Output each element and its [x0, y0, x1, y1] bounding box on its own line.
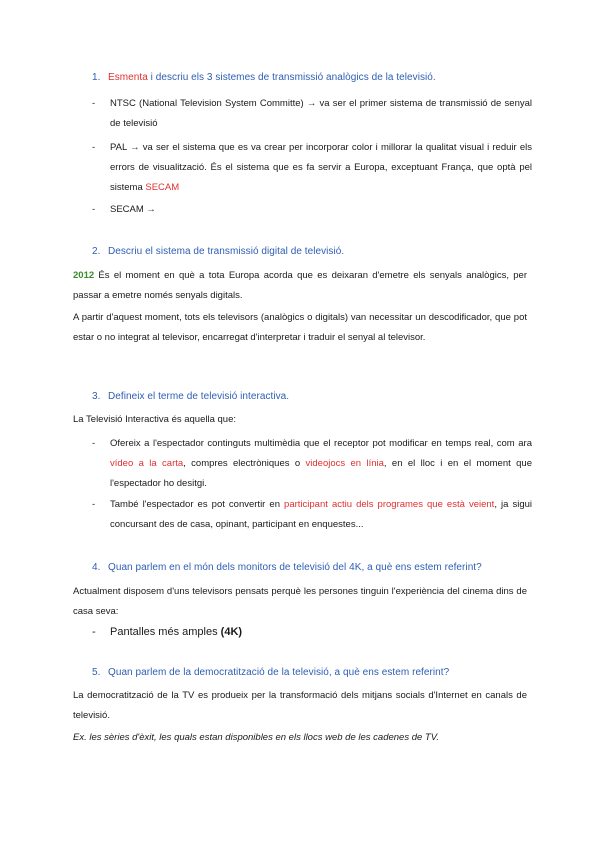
highlight-text: SECAM: [145, 182, 180, 193]
bold-text: (4K): [220, 626, 243, 638]
question-3: [92, 391, 289, 402]
question-5: [92, 667, 449, 678]
question-number: 3.: [92, 391, 101, 402]
bullet-dash: -: [92, 204, 96, 215]
bullet-dash: -: [92, 142, 96, 153]
question-1: [92, 72, 436, 83]
question-text: Descriu el sistema de transmissió digital de televisió.: [108, 246, 345, 257]
question-text: i descriu els 3 sistemes de transmissió analògics de la televisió.: [147, 72, 436, 83]
text-run: , en el lloc i en el moment que l'espectador ho desitgi.: [110, 458, 532, 489]
question-text: Quan parlem en el món dels monitors de televisió del 4K, a què ens estem referint?: [108, 562, 482, 573]
highlight-text: videojocs en línia: [305, 458, 384, 469]
bullet-text: [110, 138, 532, 198]
question-text: Quan parlem de la democratització de la televisió, a què ens estem referint?: [108, 667, 450, 678]
year-highlight: 2012: [73, 270, 95, 281]
bullet-multimedia: [92, 434, 532, 494]
bullet-text: NTSC (National Television System Committe) → va ser el primer sistema de transmissió de senyal de televisió: [110, 98, 532, 129]
text-run: , ja sigui concursant des de casa, opinant, participant en enquestes...: [110, 499, 533, 530]
bullet-participant: [92, 495, 532, 535]
bullet-dash: -: [92, 438, 96, 449]
bullet-text: SECAM →: [110, 204, 156, 215]
text-run: Pantalles més amples: [110, 626, 221, 638]
bullet-text: [110, 622, 532, 642]
bullet-dash: -: [92, 499, 96, 510]
bullet-dash: -: [92, 626, 96, 638]
bullet-text: [110, 434, 532, 494]
question-2: [92, 246, 344, 257]
paragraph-example: Ex. les sèries d'èxit, les quals estan disponibles en els llocs web de les cadenes de TV.: [73, 732, 440, 743]
question-4: [92, 562, 482, 573]
paragraph-interactive-intro: La Televisió Interactiva és aquella que:: [73, 414, 237, 425]
text-run: , compres electròniques o: [183, 458, 306, 469]
text-run: També l'espectador es pot convertir en: [110, 499, 285, 510]
question-number: 4.: [92, 562, 101, 573]
bullet-secam: [92, 200, 532, 220]
paragraph-4k: Actualment disposem d'uns televisors pensats perquè les persones tinguin l'experiència del cinema dins de casa seva:: [73, 586, 527, 617]
bullet-text: [110, 495, 532, 535]
question-number: 1.: [92, 72, 101, 83]
question-number: 2.: [92, 246, 101, 257]
bullet-4k: [92, 622, 532, 642]
paragraph-decoder: A partir d'aquest moment, tots els televisors (analògics o digitals) van necessitar un descodificador, que pot estar o no integrat al televisor, encarregat d'interpretar i traduir el senyal al televisor.: [73, 312, 527, 343]
highlight-text: vídeo a la carta: [110, 458, 184, 469]
highlight-text: participant actiu dels programes que està veient: [284, 499, 495, 510]
bullet-dash: -: [92, 98, 96, 109]
bullet-ntsc: [92, 94, 532, 134]
paragraph-2012: [73, 266, 527, 306]
highlight-text: Esmenta: [108, 72, 148, 83]
paragraph-democratization: La democratització de la TV es produeix per la transformació dels mitjans socials d'Internet en canals de televisió.: [73, 690, 527, 721]
text-run: És el moment en què a tota Europa acorda que es deixaran d'emetre els senyals analògics, per passar a emetre només senyals digitals.: [73, 270, 527, 301]
question-number: 5.: [92, 667, 101, 678]
question-text: Defineix el terme de televisió interactiva.: [108, 391, 290, 402]
text-run: PAL → va ser el sistema que es va crear per incorporar color i millorar la qualitat visual i reduir els errors de visualització. És el sistema que es fa servir a Europa, exceptuant França, que optà pel sistema: [110, 142, 532, 193]
bullet-pal: [92, 138, 532, 198]
text-run: Ofereix a l'espectador continguts multimèdia que el receptor pot modificar en temps real, com ara: [110, 438, 532, 449]
